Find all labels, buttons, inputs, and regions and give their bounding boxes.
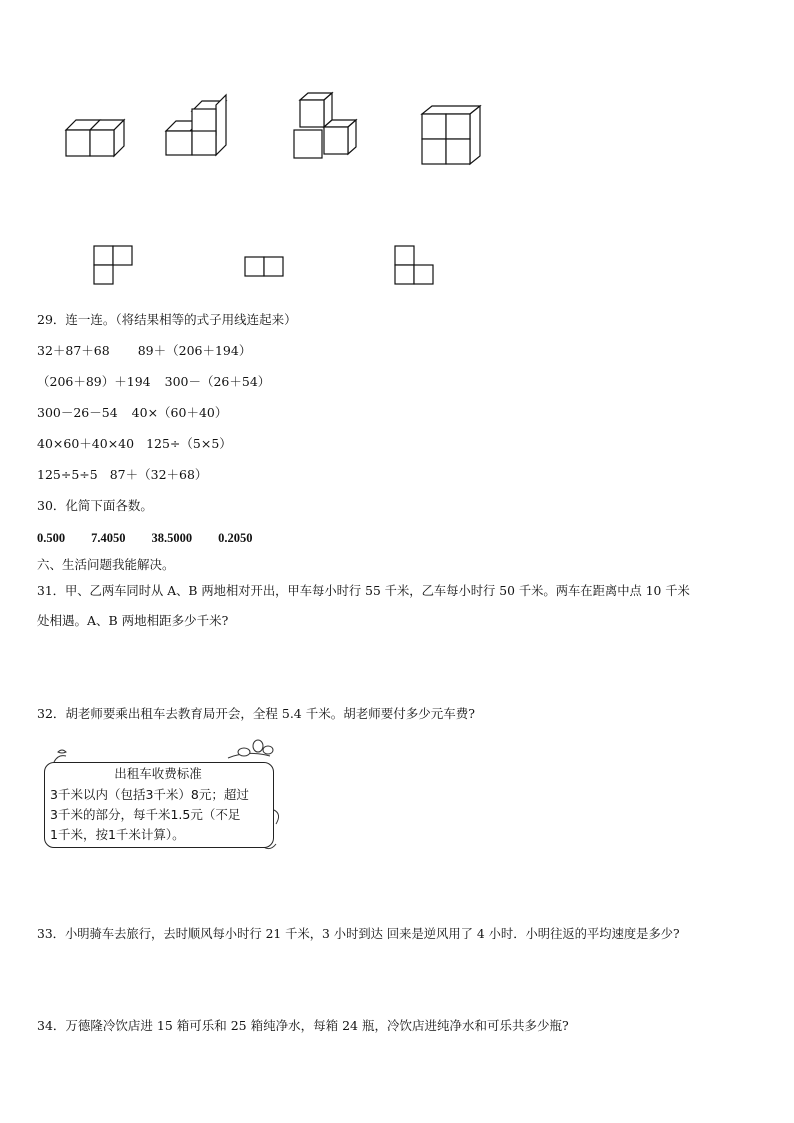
q29-left-expr: 300－26－54 [37, 405, 118, 420]
q29-right-expr: 40×（60＋40） [131, 405, 228, 420]
q29-title: 29．连一连。（将结果相等的式子用线连起来） [37, 312, 297, 327]
cube-figure-2 [162, 95, 232, 165]
q29-row [37, 436, 232, 452]
card-line: 3千米以内（包括3千米）8元；超过 [50, 787, 249, 802]
q30-numbers [37, 530, 279, 546]
view-figure-1 [92, 244, 137, 289]
q33-text: 33．小明骑车去旅行，去时顺风每小时行 21 千米，3 小时到达 回来是逆风用了 4 小时．小明往返的平均速度是多少? [37, 927, 680, 941]
section-6-heading: 六、生活问题我能解决。 [37, 557, 175, 572]
card-line: 1千米，按1千米计算）。 [50, 827, 185, 842]
q29-row [37, 343, 251, 359]
q30-title: 30．化简下面各数。 [37, 498, 153, 513]
view-figure-2 [243, 255, 288, 280]
card-body [50, 785, 270, 845]
q29-row [37, 374, 270, 390]
q29-right-expr: 300－（26＋54） [164, 374, 271, 389]
q29-left-expr: 40×60＋40×40 [37, 436, 135, 451]
card-line: 3千米的部分，每千米1.5元（不足 [50, 807, 241, 822]
q29-right-expr: 125÷（5×5） [146, 436, 232, 451]
card-title: 出租车收费标准 [114, 766, 202, 781]
q30-number: 0.2050 [218, 531, 253, 545]
q31-line-1: 31．甲、乙两车同时从 A、B 两地相对开出，甲车每小时行 55 千米，乙车每小时行 50 千米。两车在距离中点 10 千米 [37, 584, 690, 598]
cube-figure-1 [60, 110, 130, 160]
view-figure-3 [393, 244, 438, 289]
cube-figure-4 [418, 100, 488, 170]
q30-number: 0.500 [37, 531, 66, 545]
q30-number: 7.4050 [91, 531, 126, 545]
q29-row [37, 467, 207, 483]
q29-left-expr: （206＋89）＋194 [37, 374, 151, 389]
q29-left-expr: 125÷5÷5 [37, 467, 98, 482]
q29-right-expr: 87＋（32＋68） [109, 467, 208, 482]
taxi-fare-card [38, 740, 278, 855]
q29-left-expr: 32＋87＋68 [37, 343, 110, 358]
q32-text: 32．胡老师要乘出租车去教育局开会，全程 5.4 千米。胡老师要付多少元车费? [37, 706, 475, 721]
q30-number: 38.5000 [151, 531, 193, 545]
cube-figure-3 [290, 90, 370, 165]
q34-text: 34．万德隆冷饮店进 15 箱可乐和 25 箱纯净水，每箱 24 瓶，冷饮店进纯净水和可乐共多少瓶? [37, 1018, 569, 1033]
q31-line-2: 处相遇。A、B 两地相距多少千米? [37, 613, 229, 628]
q29-row [37, 405, 227, 421]
q29-right-expr: 89＋（206＋194） [137, 343, 252, 358]
